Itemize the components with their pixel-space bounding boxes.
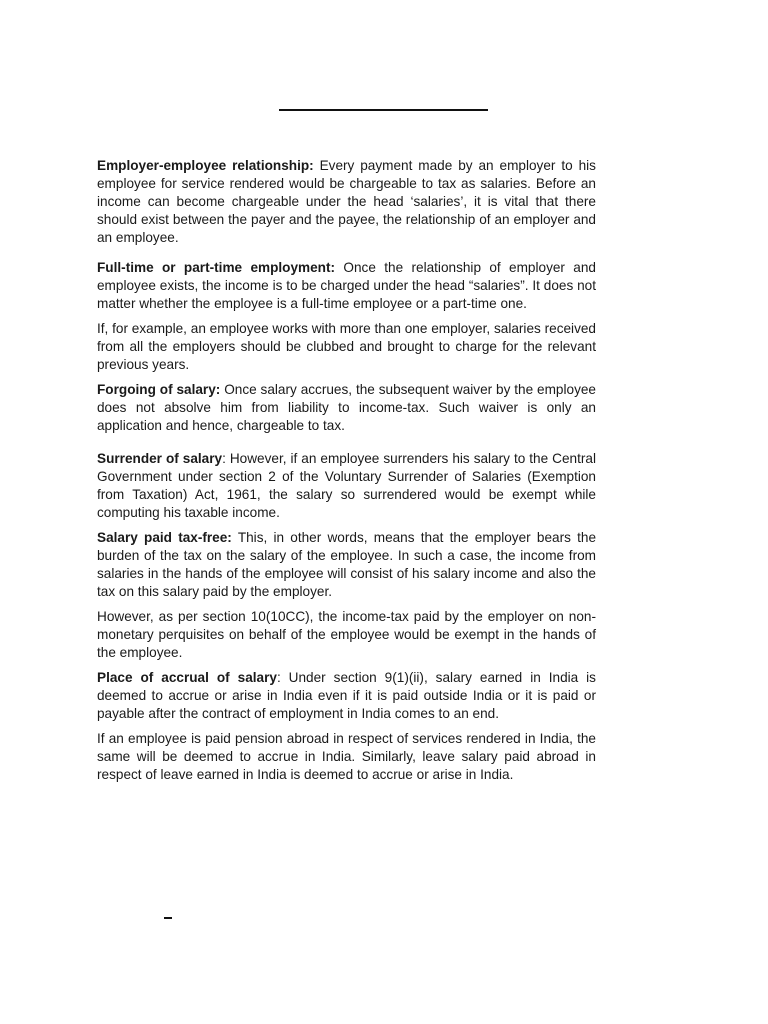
paragraph-text: If an employee is paid pension abroad in respect of services rendered in India, the same will be deemed to accrue in India. Similarly, leave salary paid abroad in respect of leave earned in India is deemed to accrue or arise in India. — [97, 731, 596, 782]
paragraph-text: If, for example, an employee works with more than one employer, salaries received from all the employers should be clubbed and brought to charge for the relevant previous years. — [97, 321, 596, 372]
paragraph-text: : Under section 9(1)(ii), salary earned in India is deemed to accrue or arise in India even if it is paid outside India or it is paid or payable after the contract of employment in India comes to an end. — [97, 670, 596, 721]
paragraph-salary-paid-tax-free — [97, 529, 596, 601]
paragraph-employer-employee-relationship — [97, 157, 596, 247]
paragraph-forgoing-of-salary — [97, 381, 596, 435]
paragraph-text: : However, if an employee surrenders his salary to the Central Government under section 2 of the Voluntary Surrender of Salaries (Exemption from Taxation) Act, 1961, the salary so surrendered would be exempt while computing his taxable income. — [97, 451, 596, 520]
paragraph-heading: Place of accrual of salary — [97, 670, 277, 685]
paragraph-heading: Full-time or part-time employment: — [97, 260, 336, 275]
paragraph-section-10-10cc — [97, 608, 596, 662]
top-horizontal-rule — [279, 109, 488, 111]
paragraph-full-time-part-time — [97, 259, 596, 313]
paragraph-text: However, as per section 10(10CC), the income-tax paid by the employer on non-monetary perquisites on behalf of the employee would be exempt in the hands of the employee. — [97, 609, 596, 660]
document-body — [97, 157, 596, 784]
bottom-dash-mark — [164, 917, 172, 919]
paragraph-surrender-of-salary — [97, 450, 596, 522]
paragraph-heading: Surrender of salary — [97, 451, 223, 466]
paragraph-place-of-accrual — [97, 669, 596, 723]
paragraph-heading: Forgoing of salary: — [97, 382, 221, 397]
paragraph-heading: Salary paid tax-free: — [97, 530, 232, 545]
paragraph-text: Once salary accrues, the subsequent waiver by the employee does not absolve him from liability to income-tax. Such waiver is only an application and hence, chargeable to tax. — [97, 382, 596, 433]
paragraph-multiple-employers — [97, 320, 596, 374]
paragraph-text: Every payment made by an employer to his employee for service rendered would be chargeable to tax as salaries. Before an income can become chargeable under the head ‘salaries’, it is vital that there should exist between the payer and the payee, the relationship of an employer and an employee. — [97, 158, 596, 245]
paragraph-heading: Employer-employee relationship: — [97, 158, 314, 173]
paragraph-pension-abroad — [97, 730, 596, 784]
paragraph-text: This, in other words, means that the employer bears the burden of the tax on the salary of the employee. In such a case, the income from salaries in the hands of the employee will consist of his salary income and also the tax on this salary paid by the employer. — [97, 530, 597, 599]
paragraph-text: Once the relationship of employer and employee exists, the income is to be charged under the head “salaries”. It does not matter whether the employee is a full-time employee or a part-time one. — [97, 260, 596, 311]
